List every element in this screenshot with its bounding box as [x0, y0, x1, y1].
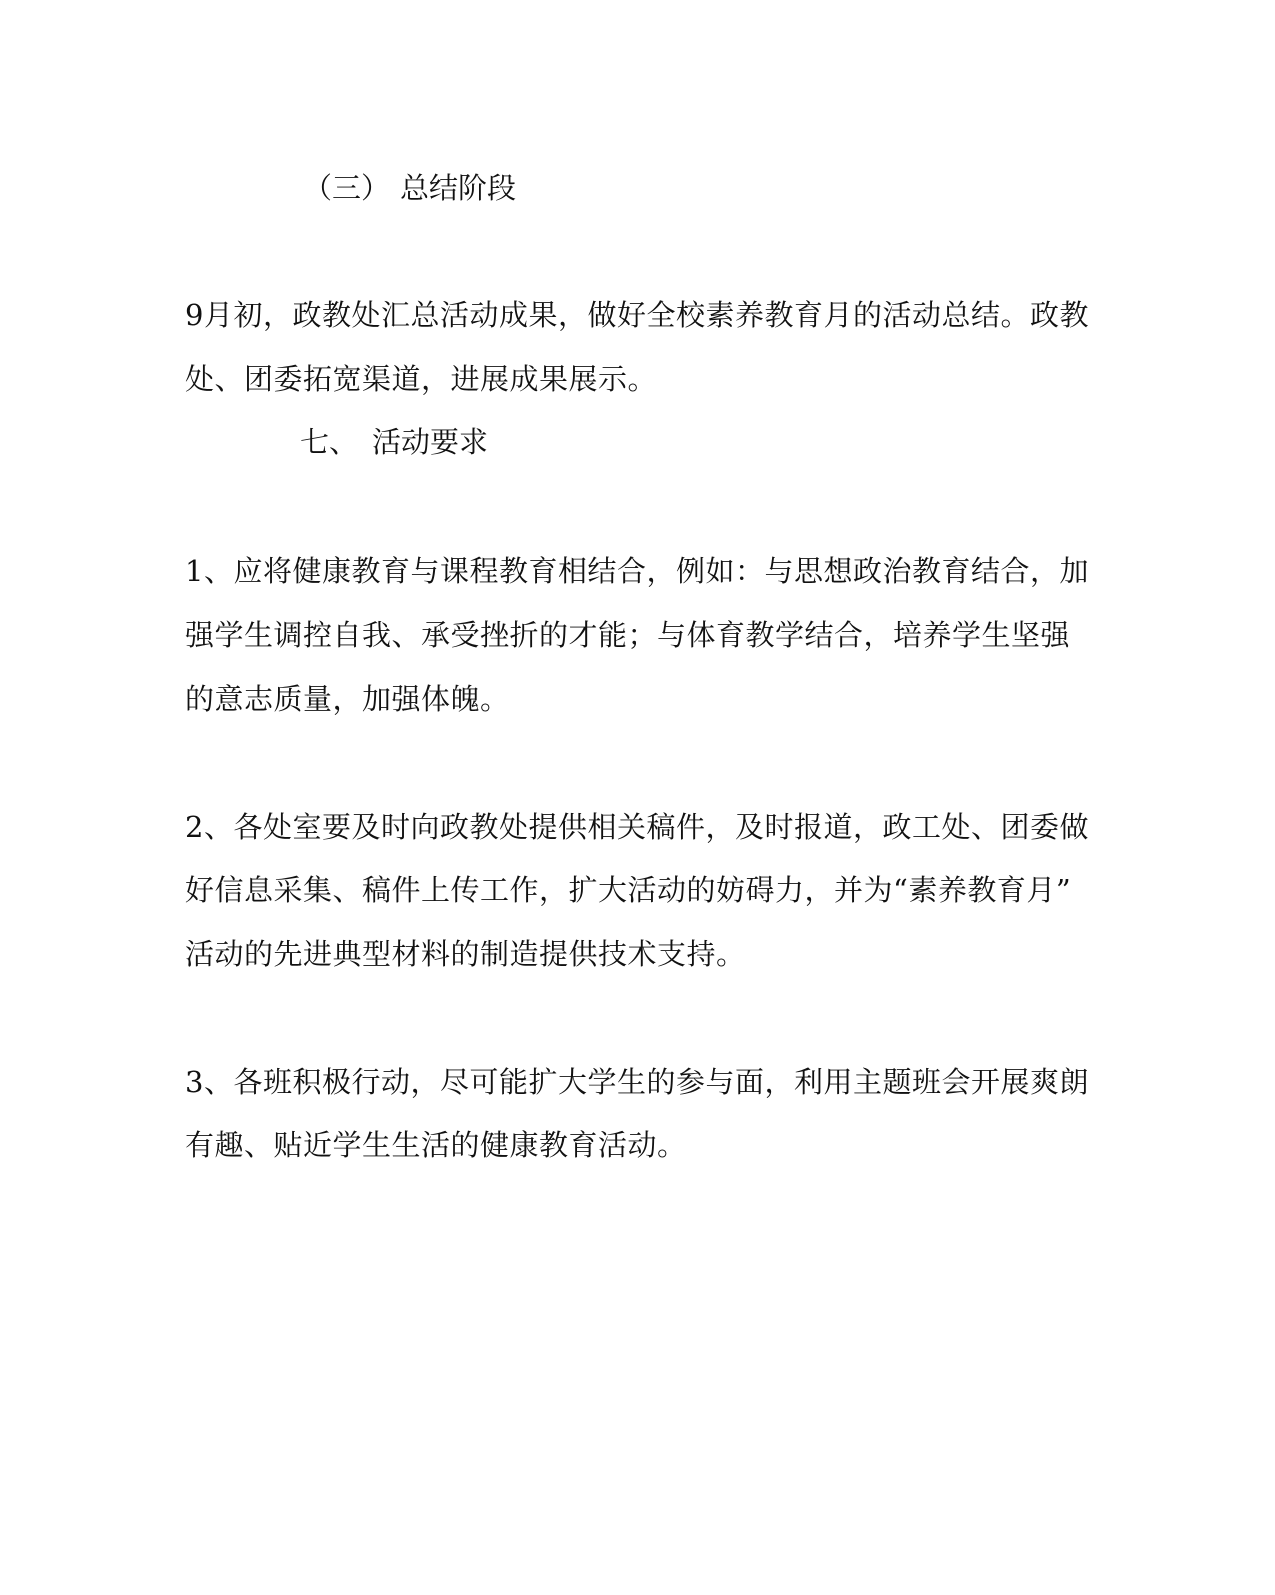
paragraph-line: 2、各处室要及时向政教处提供相关稿件，及时报道，政工处、团委做 [185, 810, 1089, 844]
paragraph-line: 1、应将健康教育与课程教育相结合，例如：与思想政治教育结合，加 [185, 554, 1089, 588]
paragraph-line: 强学生调控自我、承受挫折的才能；与体育教学结合，培养学生坚强 [185, 618, 1071, 652]
paragraph-line: 活动的先进典型材料的制造提供技术支持。 [185, 937, 746, 971]
paragraph-line: 3、各班积极行动，尽可能扩大学生的参与面，利用主题班会开展爽朗 [185, 1065, 1089, 1099]
paragraph-line: 好信息采集、稿件上传工作，扩大活动的妨碍力，并为“素养教育月” [185, 873, 1072, 907]
section-number: 七、 [300, 425, 359, 459]
paragraph-line: 有趣、贴近学生生活的健康教育活动。 [185, 1128, 687, 1162]
paragraph-line: 的意志质量，加强体魄。 [185, 682, 510, 716]
section-title: 活动要求 [372, 425, 489, 459]
section-title: 总结阶段 [400, 171, 517, 205]
section-number: （三） [303, 171, 391, 205]
paragraph-line: 处、团委拓宽渠道，进展成果展示。 [185, 362, 658, 396]
paragraph-line: 9月初，政教处汇总活动成果，做好全校素养教育月的活动总结。政教 [185, 298, 1089, 332]
